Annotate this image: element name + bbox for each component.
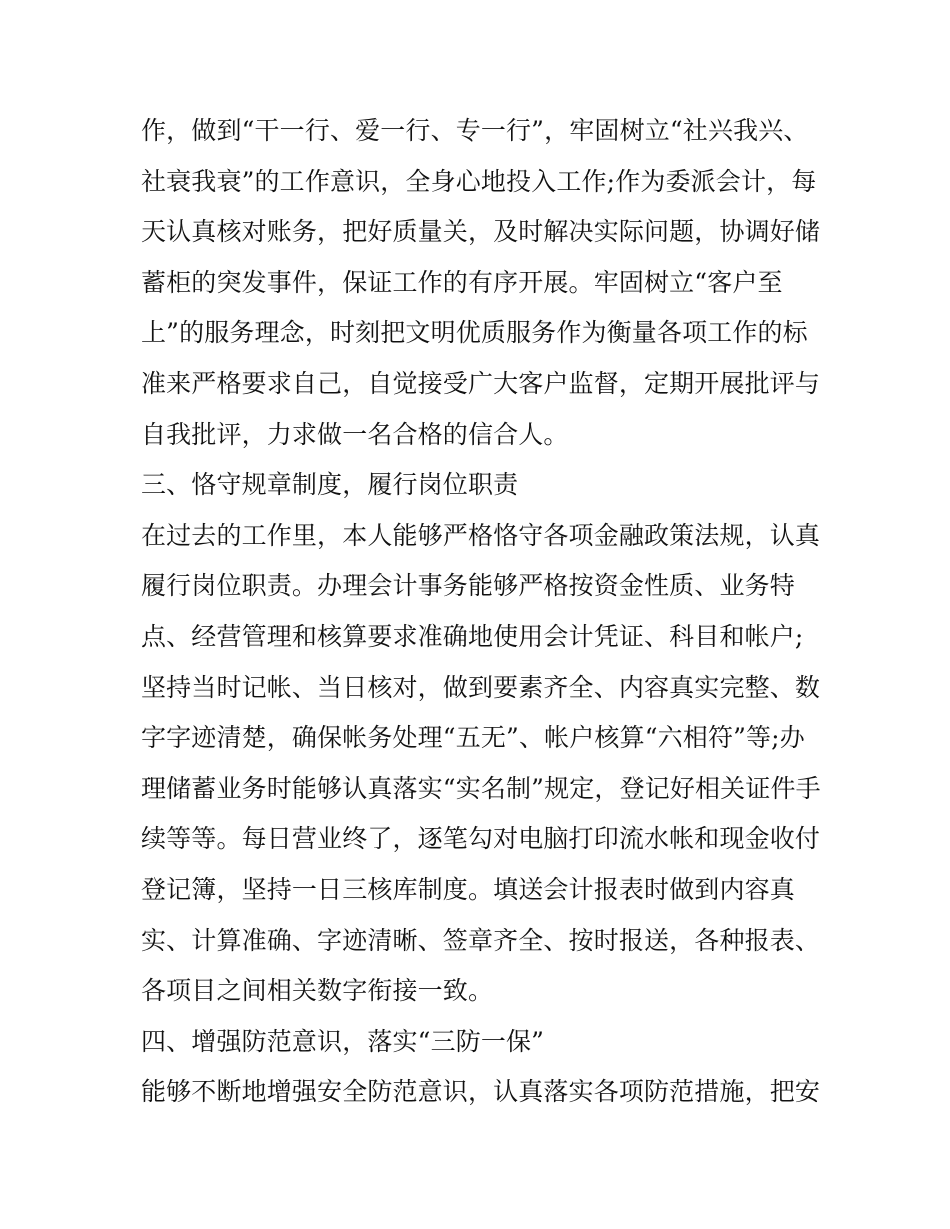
text-line: 上”的服务理念，时刻把文明优质服务作为衡量各项工作的标 <box>141 318 808 348</box>
section-heading: 四、增强防范意识，落实“三防一保” <box>141 1026 545 1056</box>
text-line: 履行岗位职责。办理会计事务能够严格按资金性质、业务特 <box>141 571 795 601</box>
text-line: 能够不断地增强安全防范意识，认真落实各项防范措施，把安 <box>141 1077 821 1107</box>
text-line: 天认真核对账务，把好质量关，及时解决实际问题，协调好储 <box>141 217 821 247</box>
text-line: 各项目之间相关数字衔接一致。 <box>141 976 494 1006</box>
text-line: 自我批评，力求做一名合格的信合人。 <box>141 419 569 449</box>
section-heading: 三、恪守规章制度，履行岗位职责 <box>141 470 519 500</box>
text-line: 理储蓄业务时能够认真落实“实名制”规定，登记好相关证件手 <box>141 773 821 803</box>
text-line: 字字迹清楚，确保帐务处理“五无”、帐户核算“六相符”等;办 <box>141 723 805 753</box>
text-line: 续等等。每日营业终了，逐笔勾对电脑打印流水帐和现金收付 <box>141 824 821 854</box>
text-line: 作，做到“干一行、爱一行、专一行”，牢固树立“社兴我兴、 <box>141 116 809 145</box>
text-line: 准来严格要求自己，自觉接受广大客户监督，定期开展批评与 <box>141 368 821 398</box>
text-line: 点、经营管理和核算要求准确地使用会计凭证、科目和帐户; <box>141 621 804 651</box>
text-line: 蓄柜的突发事件，保证工作的有序开展。牢固树立“客户至 <box>141 267 783 297</box>
text-line: 实、计算准确、字迹清晰、签章齐全、按时报送，各种报表、 <box>141 925 821 955</box>
text-line: 社衰我衰”的工作意识，全身心地投入工作;作为委派会计，每 <box>141 166 817 196</box>
document-body <box>141 106 821 1118</box>
text-line: 登记簿，坚持一日三核库制度。填送会计报表时做到内容真 <box>141 874 795 904</box>
text-line: 在过去的工作里，本人能够严格恪守各项金融政策法规，认真 <box>141 520 821 550</box>
text-line: 坚持当时记帐、当日核对，做到要素齐全、内容真实完整、数 <box>141 672 821 702</box>
